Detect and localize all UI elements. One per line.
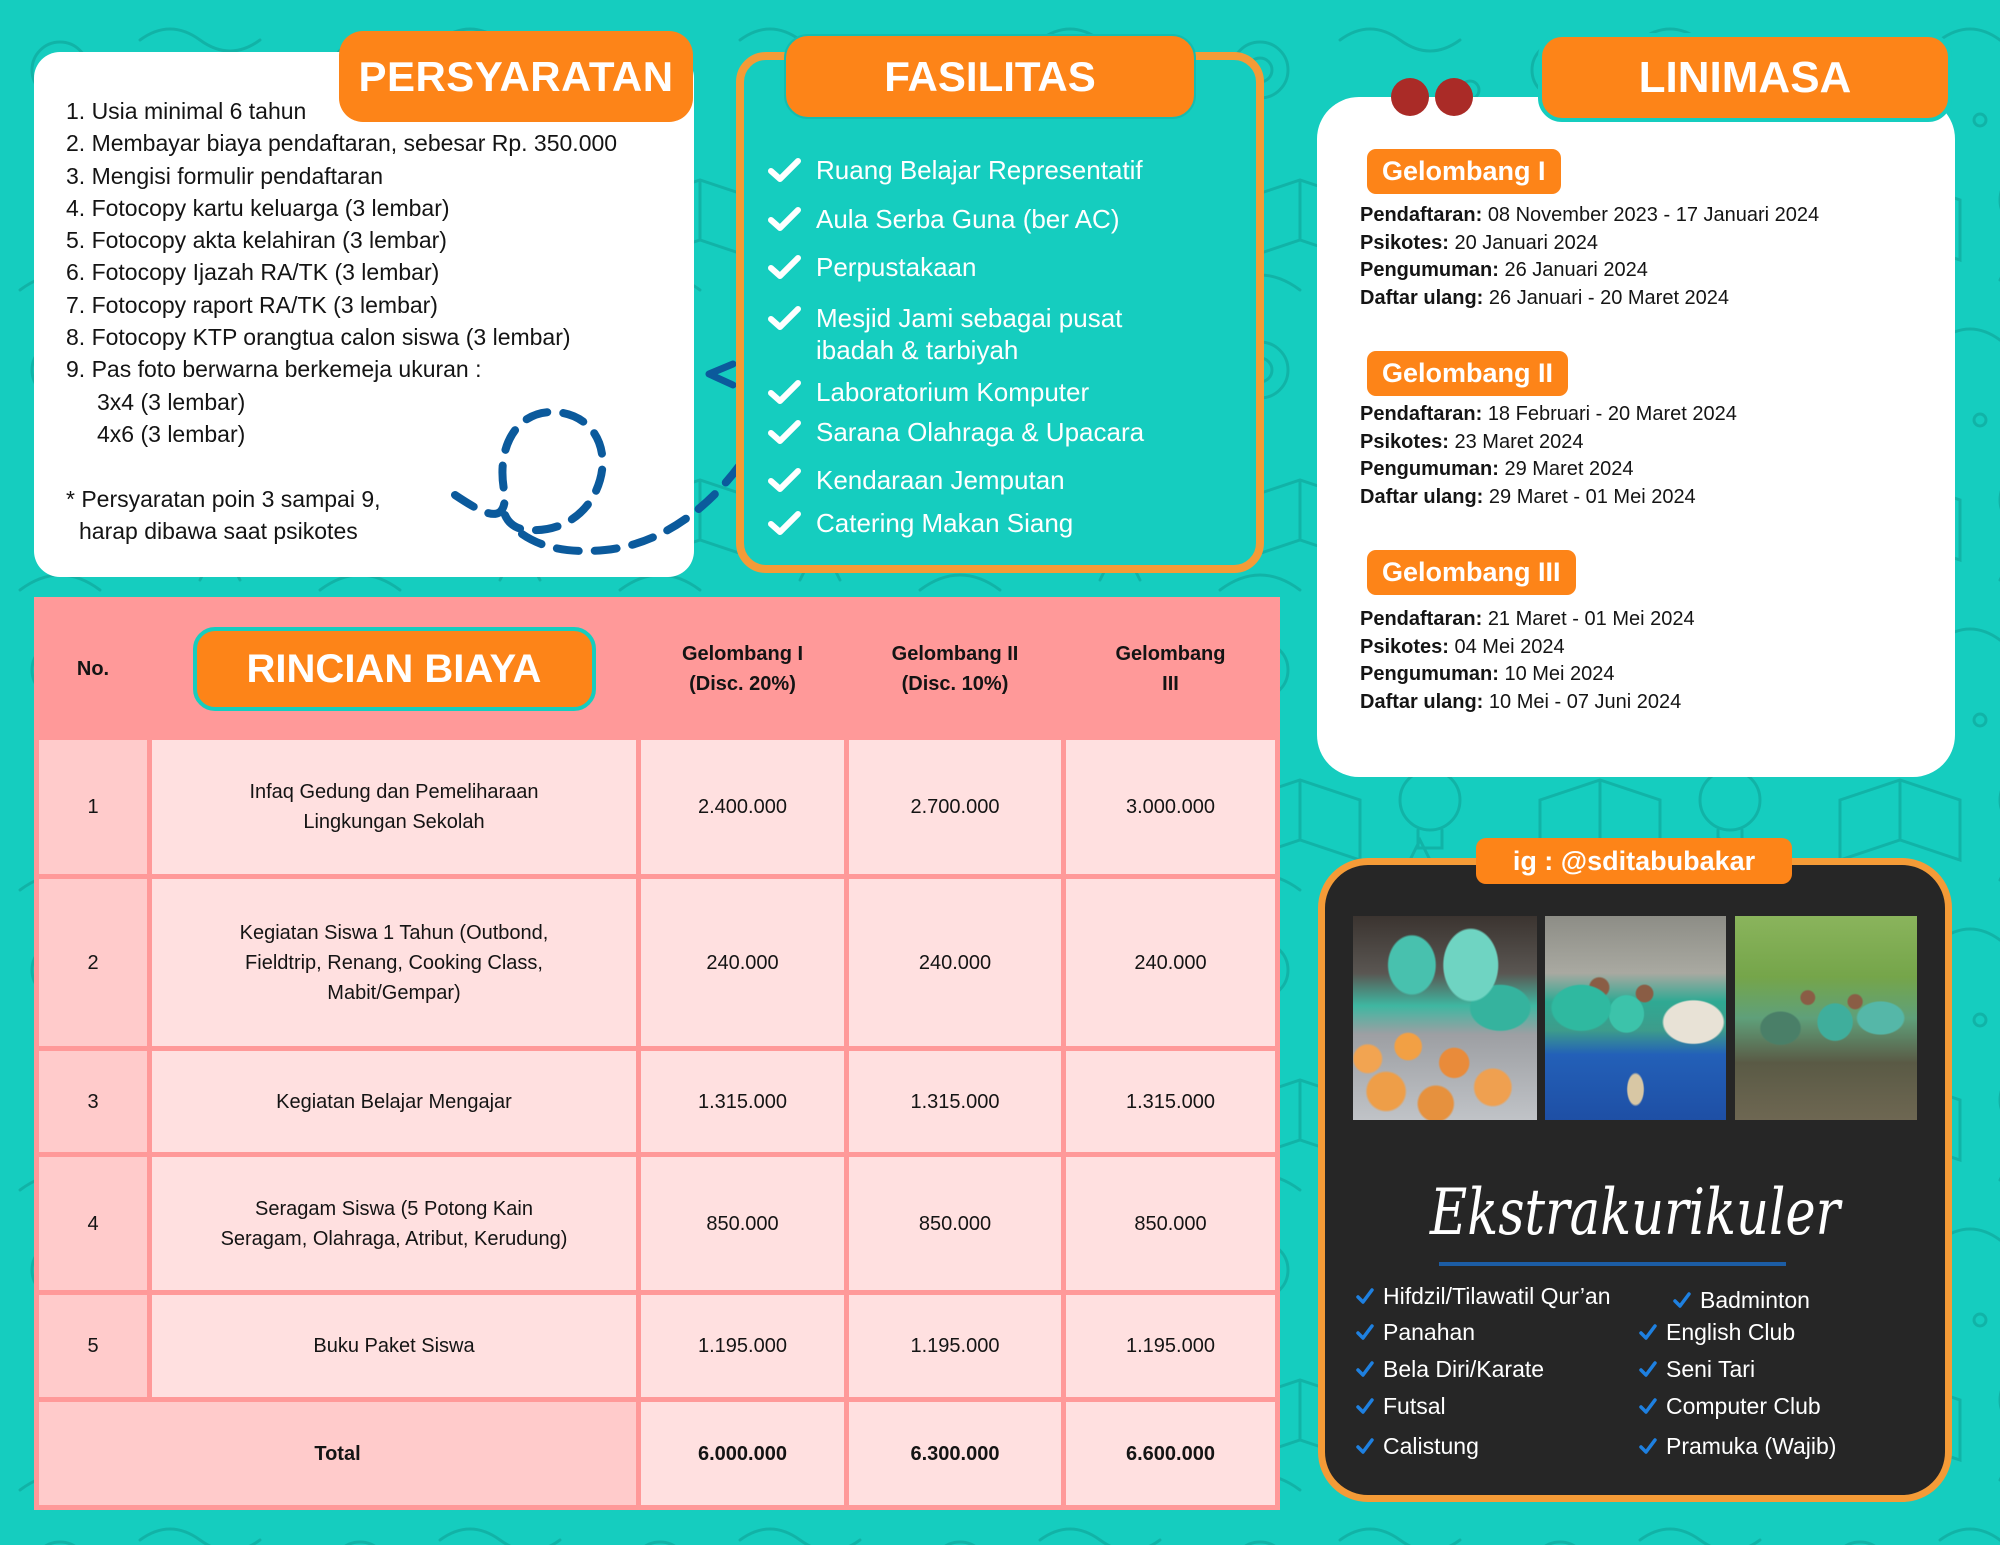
extracurricular-label: Panahan <box>1383 1318 1476 1345</box>
cell-gelombang-1: 850.000 <box>641 1157 844 1290</box>
facility-label: Kendaraan Jemputan <box>816 465 1065 495</box>
schedule-value: 29 Maret - 01 Mei 2024 <box>1488 485 1696 508</box>
extracurricular-label: Hifdzil/Tilawatil Qur’an <box>1383 1282 1611 1309</box>
requirement-item: 3. Mengisi formulir pendaftaran <box>66 162 384 189</box>
facility-item <box>768 376 1089 408</box>
wave-schedule <box>1360 401 1737 511</box>
facility-item <box>768 507 1073 539</box>
cell-gelombang-2: 240.000 <box>849 879 1061 1046</box>
extracurricular-item <box>1673 1284 1810 1316</box>
check-icon <box>768 206 801 232</box>
schedule-row <box>1360 484 1737 512</box>
schedule-row <box>1360 202 1819 230</box>
schedule-label: Psikotes: <box>1360 635 1449 658</box>
header-gelombang-3: Gelombang III <box>1115 642 1226 695</box>
header-gelombang-2: Gelombang II (Disc. 10%) <box>891 642 1019 695</box>
cell-no: 2 <box>39 879 147 1046</box>
facility-label: Ruang Belajar Representatif <box>816 155 1143 185</box>
check-icon <box>768 510 801 536</box>
requirement-item: 6. Fotocopy Ijazah RA/TK (3 lembar) <box>66 259 440 286</box>
check-icon <box>1356 1324 1374 1340</box>
extracurricular-item <box>1639 1316 1795 1348</box>
wave-badge: Gelombang III <box>1367 550 1576 595</box>
binder-dot-icon <box>1391 78 1429 116</box>
cost-table-title: RINCIAN BIAYA <box>193 627 596 711</box>
facility-item <box>768 416 1144 448</box>
facility-label: Perpustakaan <box>816 252 977 282</box>
binder-dot-icon <box>1435 78 1473 116</box>
schedule-label: Daftar ulang: <box>1360 690 1484 713</box>
check-icon <box>768 157 801 183</box>
cell-gelombang-2: 2.700.000 <box>849 740 1061 874</box>
schedule-value: 26 Januari - 20 Maret 2024 <box>1488 286 1730 309</box>
cell-gelombang-2: 1.195.000 <box>849 1295 1061 1397</box>
total-gelombang-3: 6.600.000 <box>1066 1402 1275 1505</box>
wave-schedule <box>1360 202 1819 312</box>
extracurricular-item <box>1639 1353 1755 1385</box>
check-icon <box>768 305 801 331</box>
check-icon <box>1639 1438 1657 1454</box>
extracurricular-item <box>1639 1390 1821 1422</box>
cell-description: Seragam Siswa (5 Potong Kain Seragam, Olahraga, Atribut, Kerudung) <box>152 1157 636 1290</box>
facility-item <box>768 203 1120 235</box>
extracurricular-title: Ekstrakurikuler <box>1429 1176 1841 1250</box>
check-icon <box>768 379 801 405</box>
schedule-value: 18 Februari - 20 Maret 2024 <box>1487 403 1737 425</box>
requirement-item: 7. Fotocopy raport RA/TK (3 lembar) <box>66 291 438 318</box>
timeline-title: LINIMASA <box>1538 33 1952 122</box>
schedule-value: 23 Maret 2024 <box>1454 430 1584 453</box>
schedule-label: Pendaftaran: <box>1360 608 1483 630</box>
requirement-sub-item: 4x6 (3 lembar) <box>97 420 246 447</box>
schedule-row <box>1360 634 1695 662</box>
requirement-item: 8. Fotocopy KTP orangtua calon siswa (3 lembar) <box>66 324 571 351</box>
requirements-list <box>66 95 617 547</box>
check-icon <box>768 419 801 445</box>
activity-photo-ricefield <box>1735 916 1917 1120</box>
activity-photo-cooking <box>1353 916 1537 1120</box>
extracurricular-label: Computer Club <box>1666 1392 1821 1419</box>
schedule-row <box>1360 689 1695 717</box>
facility-item <box>768 464 1065 496</box>
schedule-row <box>1360 230 1819 258</box>
schedule-label: Pendaftaran: <box>1360 204 1483 226</box>
schedule-value: 10 Mei 2024 <box>1504 663 1615 685</box>
cell-gelombang-2: 850.000 <box>849 1157 1061 1290</box>
header-title-cell <box>152 602 636 735</box>
schedule-label: Pengumuman: <box>1360 259 1499 281</box>
schedule-label: Pengumuman: <box>1360 663 1499 685</box>
cost-table <box>34 597 1280 1510</box>
facility-item <box>768 154 1143 186</box>
extracurricular-label: English Club <box>1666 1318 1796 1345</box>
schedule-value: 26 Januari 2024 <box>1504 259 1648 281</box>
instagram-handle: ig : @sditabubakar <box>1476 838 1792 884</box>
cell-gelombang-2: 1.315.000 <box>849 1051 1061 1152</box>
requirement-sub-item: 3x4 (3 lembar) <box>97 388 246 415</box>
activity-photo-clay <box>1545 916 1726 1120</box>
schedule-row <box>1360 401 1737 429</box>
title-underline <box>1439 1262 1786 1266</box>
schedule-row <box>1360 661 1695 689</box>
extracurricular-label: Seni Tari <box>1666 1355 1756 1382</box>
facility-label: Mesjid Jami sebagai pusat ibadah & tarbiyah <box>816 303 1123 365</box>
cell-description: Kegiatan Siswa 1 Tahun (Outbond, Fieldtrip, Renang, Cooking Class, Mabit/Gempar) <box>152 879 636 1046</box>
requirement-item: 1. Usia minimal 6 tahun <box>66 98 307 124</box>
schedule-label: Pendaftaran: <box>1360 403 1483 425</box>
schedule-row <box>1360 606 1695 634</box>
schedule-label: Psikotes: <box>1360 231 1449 254</box>
schedule-row <box>1360 456 1737 484</box>
schedule-value: 10 Mei - 07 Juni 2024 <box>1488 690 1682 713</box>
schedule-label: Daftar ulang: <box>1360 485 1484 508</box>
cell-no: 3 <box>39 1051 147 1152</box>
extracurricular-label: Bela Diri/Karate <box>1383 1355 1545 1382</box>
cell-gelombang-3: 3.000.000 <box>1066 740 1275 874</box>
check-icon <box>1639 1324 1657 1340</box>
wave-badge: Gelombang I <box>1367 149 1561 194</box>
schedule-label: Daftar ulang: <box>1360 286 1484 309</box>
cell-gelombang-3: 1.195.000 <box>1066 1295 1275 1397</box>
extracurricular-item <box>1639 1430 1836 1462</box>
check-icon <box>1356 1398 1374 1414</box>
check-icon <box>768 467 801 493</box>
schedule-label: Psikotes: <box>1360 430 1449 453</box>
extracurricular-item <box>1356 1430 1479 1462</box>
requirements-note: * Persyaratan poin 3 sampai 9, <box>66 485 381 512</box>
facility-label: Aula Serba Guna (ber AC) <box>816 204 1120 234</box>
facility-item <box>768 251 976 283</box>
requirements-title: PERSYARATAN <box>339 31 693 122</box>
cell-gelombang-1: 1.195.000 <box>641 1295 844 1397</box>
cell-gelombang-1: 1.315.000 <box>641 1051 844 1152</box>
requirement-item: 9. Pas foto berwarna berkemeja ukuran : <box>66 356 482 383</box>
facility-label: Sarana Olahraga & Upacara <box>816 417 1145 447</box>
extracurricular-label: Badminton <box>1700 1286 1810 1313</box>
header-gelombang-1: Gelombang I (Disc. 20%) <box>681 642 804 695</box>
facility-label: Laboratorium Komputer <box>816 377 1090 407</box>
requirement-item: 2. Membayar biaya pendaftaran, sebesar Rp. 350.000 <box>66 130 618 157</box>
wave-schedule <box>1360 606 1695 716</box>
total-gelombang-1: 6.000.000 <box>641 1402 844 1505</box>
cell-gelombang-1: 2.400.000 <box>641 740 844 874</box>
facilities-title: FASILITAS <box>784 34 1196 119</box>
schedule-value: 21 Maret - 01 Mei 2024 <box>1487 608 1695 630</box>
cell-no: 5 <box>39 1295 147 1397</box>
cell-gelombang-3: 1.315.000 <box>1066 1051 1275 1152</box>
wave-badge: Gelombang II <box>1367 351 1568 396</box>
check-icon <box>1356 1288 1374 1304</box>
total-label: Total <box>39 1402 636 1505</box>
extracurricular-item <box>1356 1316 1475 1348</box>
check-icon <box>1356 1438 1374 1454</box>
schedule-row <box>1360 429 1737 457</box>
extracurricular-item <box>1356 1280 1611 1312</box>
check-icon <box>768 254 801 280</box>
check-icon <box>1639 1398 1657 1414</box>
schedule-value: 08 November 2023 - 17 Januari 2024 <box>1487 204 1820 226</box>
cell-gelombang-1: 240.000 <box>641 879 844 1046</box>
schedule-row <box>1360 257 1819 285</box>
extracurricular-label: Futsal <box>1383 1392 1446 1419</box>
cell-gelombang-3: 850.000 <box>1066 1157 1275 1290</box>
extracurricular-label: Calistung <box>1383 1432 1479 1459</box>
requirement-item: 5. Fotocopy akta kelahiran (3 lembar) <box>66 227 447 254</box>
check-icon <box>1356 1361 1374 1377</box>
cell-description: Kegiatan Belajar Mengajar <box>152 1051 636 1152</box>
schedule-label: Pengumuman: <box>1360 458 1499 480</box>
header-no: No. <box>76 657 110 680</box>
total-gelombang-2: 6.300.000 <box>849 1402 1061 1505</box>
extracurricular-label: Pramuka (Wajib) <box>1666 1432 1837 1459</box>
schedule-value: 04 Mei 2024 <box>1454 635 1565 658</box>
cell-no: 1 <box>39 740 147 874</box>
schedule-value: 20 Januari 2024 <box>1454 231 1598 254</box>
facility-item <box>768 302 1122 366</box>
requirement-item: 4. Fotocopy kartu keluarga (3 lembar) <box>66 194 450 221</box>
check-icon <box>1673 1292 1691 1308</box>
facility-label: Catering Makan Siang <box>816 508 1074 538</box>
requirements-note: harap dibawa saat psikotes <box>79 517 358 544</box>
extracurricular-item <box>1356 1390 1446 1422</box>
cell-description: Buku Paket Siswa <box>152 1295 636 1397</box>
check-icon <box>1639 1361 1657 1377</box>
schedule-row <box>1360 285 1819 313</box>
schedule-value: 29 Maret 2024 <box>1504 458 1634 480</box>
cell-description: Infaq Gedung dan Pemeliharaan Lingkungan Sekolah <box>152 740 636 874</box>
cell-no: 4 <box>39 1157 147 1290</box>
cell-gelombang-3: 240.000 <box>1066 879 1275 1046</box>
extracurricular-item <box>1356 1353 1544 1385</box>
